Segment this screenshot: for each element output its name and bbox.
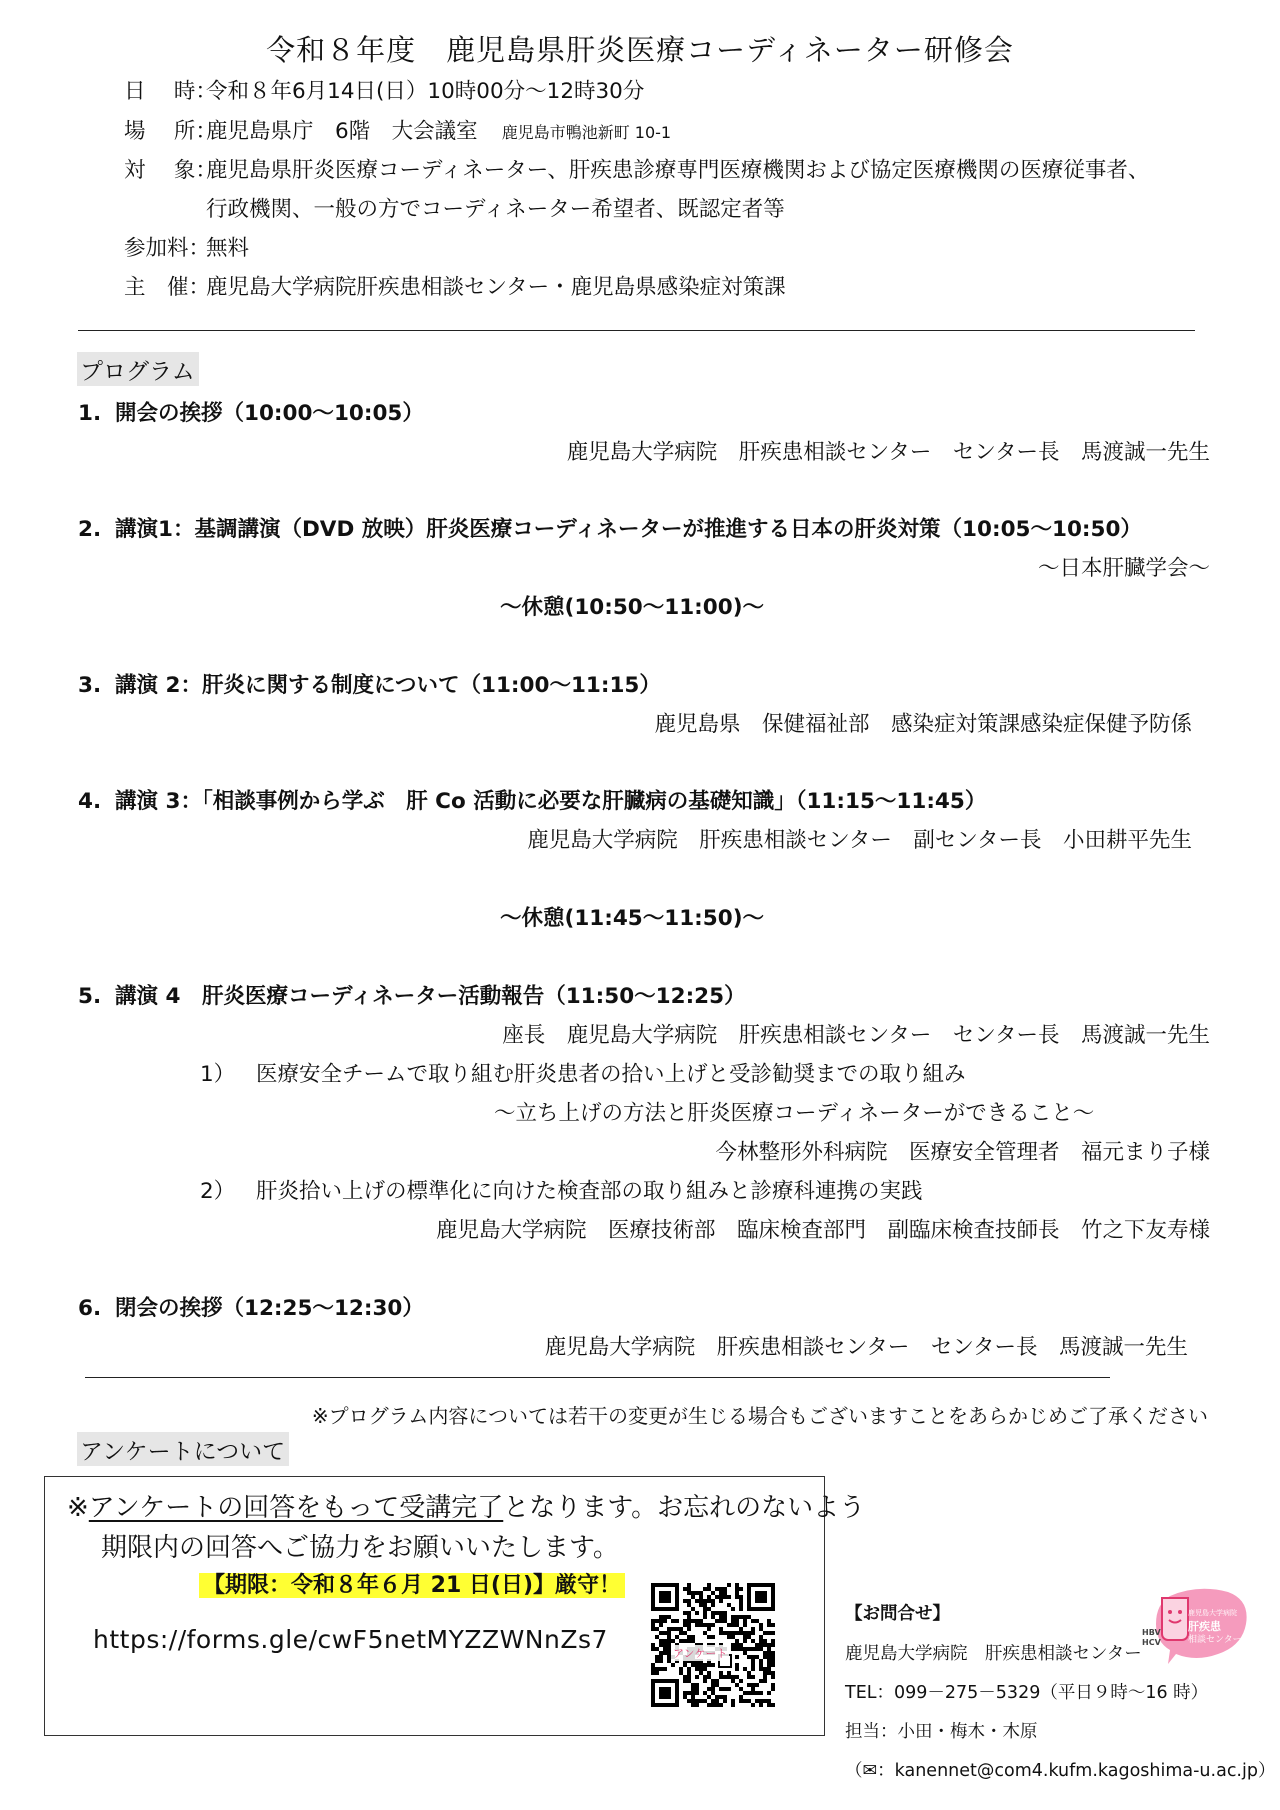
item-1-speaker: 鹿児島大学病院 肝疾患相談センター センター長 馬渡誠一先生 <box>566 440 1210 465</box>
info-value: 無料 <box>206 236 250 261</box>
survey-box <box>44 1476 866 1736</box>
info-label: 主 催： <box>124 275 211 300</box>
item-number: 5. <box>78 984 102 1009</box>
item-6-speaker: 鹿児島大学病院 肝疾患相談センター センター長 馬渡誠一先生 <box>544 1335 1188 1360</box>
contact-staff: 担当：小田・梅木・木原 <box>845 1722 1038 1742</box>
divider <box>85 1377 1110 1378</box>
logo-sub: 相談センター <box>1188 1635 1242 1645</box>
logo-hospital: 鹿児島大学病院 <box>1188 1609 1237 1617</box>
survey-line-1 <box>67 1487 865 1524</box>
logo-virus-labels <box>1142 1628 1161 1648</box>
survey-line-2: 期限内の回答へご協力をお願いいたします。 <box>101 1533 619 1563</box>
item-number: 2. <box>78 517 102 542</box>
program-item-1 <box>78 396 424 427</box>
program-item-5 <box>78 979 746 1010</box>
logo-hcv: HCV <box>1142 1638 1161 1647</box>
item-number: 6. <box>78 1296 102 1321</box>
page-title: 令和８年度 鹿児島県肝炎医療コーディネーター研修会 <box>266 33 1014 67</box>
sub-item-1-speaker: 今林整形外科病院 医療安全管理者 福元まり子様 <box>715 1140 1210 1165</box>
sub-item-1-subtitle: ～立ち上げの方法と肝炎医療コーディネーターができること～ <box>494 1101 1095 1126</box>
contact-tel: TEL：099－275－5329（平日９時～16 時） <box>845 1683 1209 1703</box>
item-title: 講演 3：「相談事例から学ぶ 肝 Co 活動に必要な肝臓病の基礎知識」（11:15～11:45） <box>115 789 987 814</box>
info-value: 鹿児島県庁 6階 大会議室 <box>206 119 478 144</box>
sub-item-1 <box>200 1057 966 1088</box>
sub-title: 肝炎拾い上げの標準化に向けた検査部の取り組みと診療科連携の実践 <box>256 1179 923 1204</box>
break-2: ～休憩(11:45～11:50)～ <box>500 906 765 931</box>
survey-deadline <box>199 1568 625 1599</box>
info-fee <box>124 231 249 262</box>
sub-number: 1） <box>200 1062 236 1087</box>
item-title: 講演 2：肝炎に関する制度について（11:00～11:15） <box>115 673 661 698</box>
info-address: 鹿児島市鴨池新町 10-1 <box>501 123 672 142</box>
info-label: 参加料： <box>124 236 211 261</box>
info-value: 令和８年6月14日(日）10時00分～12時30分 <box>206 79 645 104</box>
program-heading: プログラム <box>77 352 199 386</box>
item-title: 講演1：基調講演（DVD 放映）肝炎医療コーディネーターが推進する日本の肝炎対策（10:05～10:50） <box>115 517 1142 542</box>
center-logo <box>1140 1584 1252 1668</box>
program-note: ※プログラム内容については若干の変更が生じる場合もございますことをあらかじめご了承ください <box>311 1404 1208 1428</box>
item-number: 3. <box>78 673 102 698</box>
info-value: 鹿児島大学病院肝疾患相談センター・鹿児島県感染症対策課 <box>206 275 786 300</box>
info-label: 対 象： <box>124 158 217 183</box>
sub-item-2-speaker: 鹿児島大学病院 医療技術部 臨床検査部門 副臨床検査技師長 竹之下友寿様 <box>435 1218 1210 1243</box>
qr-label: アンケート <box>673 1647 728 1660</box>
item-title: 講演 4 肝炎医療コーディネーター活動報告（11:50～12:25） <box>115 984 746 1009</box>
survey-line-1-rest: となります。お忘れのないよう <box>503 1493 866 1523</box>
info-date <box>124 74 644 105</box>
divider <box>78 330 1195 331</box>
info-target-cont: 行政機関、一般の方でコーディネーター希望者、既認定者等 <box>206 197 785 222</box>
break-1: ～休憩(10:50～11:00)～ <box>500 595 765 620</box>
item-number: 4. <box>78 789 102 814</box>
program-item-2 <box>78 512 1142 543</box>
program-item-6 <box>78 1291 424 1322</box>
contact-email[interactable]: （✉：kanennet@com4.kufm.kagoshima-u.ac.jp） <box>845 1761 1276 1781</box>
logo-hbv: HBV <box>1142 1628 1161 1637</box>
info-label: 場 所： <box>124 119 217 144</box>
program-item-4 <box>78 784 986 815</box>
survey-url[interactable]: https://forms.gle/cwF5netMYZZWNnZs7 <box>93 1625 608 1654</box>
sub-item-2 <box>200 1174 923 1205</box>
deadline-highlight: 【期限：令和８年６月 21 日(日)】厳守！ <box>199 1573 625 1598</box>
qr-code[interactable] <box>651 1583 775 1707</box>
sub-title: 医療安全チームで取り組む肝炎患者の拾い上げと受診勧奨までの取り組み <box>256 1062 966 1087</box>
info-target <box>124 153 1149 184</box>
survey-heading: アンケートについて <box>77 1432 289 1466</box>
contact-org: 鹿児島大学病院 肝疾患相談センター <box>845 1644 1142 1664</box>
item-title: 閉会の挨拶（12:25～12:30） <box>115 1296 424 1321</box>
item-4-speaker: 鹿児島大学病院 肝疾患相談センター 副センター長 小田耕平先生 <box>527 828 1192 853</box>
contact-heading: 【お問合せ】 <box>845 1604 950 1624</box>
item-2-speaker: ～日本肝臓学会～ <box>1037 556 1210 581</box>
survey-underlined: アンケートの回答をもって受講完了 <box>88 1493 504 1523</box>
logo-main: 肝疾患 <box>1188 1620 1221 1633</box>
sub-number: 2） <box>200 1179 236 1204</box>
item-number: 1. <box>78 401 102 426</box>
survey-mark: ※ <box>67 1493 89 1523</box>
item-5-chair: 座長 鹿児島大学病院 肝疾患相談センター センター長 馬渡誠一先生 <box>502 1023 1210 1048</box>
info-value: 鹿児島県肝炎医療コーディネーター、肝疾患診療専門医療機関および協定医療機関の医療従事者、 <box>206 158 1150 183</box>
program-item-3 <box>78 668 661 699</box>
info-label: 日 時： <box>124 79 217 104</box>
info-organizer <box>124 270 786 301</box>
info-venue <box>124 114 671 145</box>
item-title: 開会の挨拶（10:00～10:05） <box>115 401 424 426</box>
item-3-speaker: 鹿児島県 保健福祉部 感染症対策課感染症保健予防係 <box>654 712 1192 737</box>
